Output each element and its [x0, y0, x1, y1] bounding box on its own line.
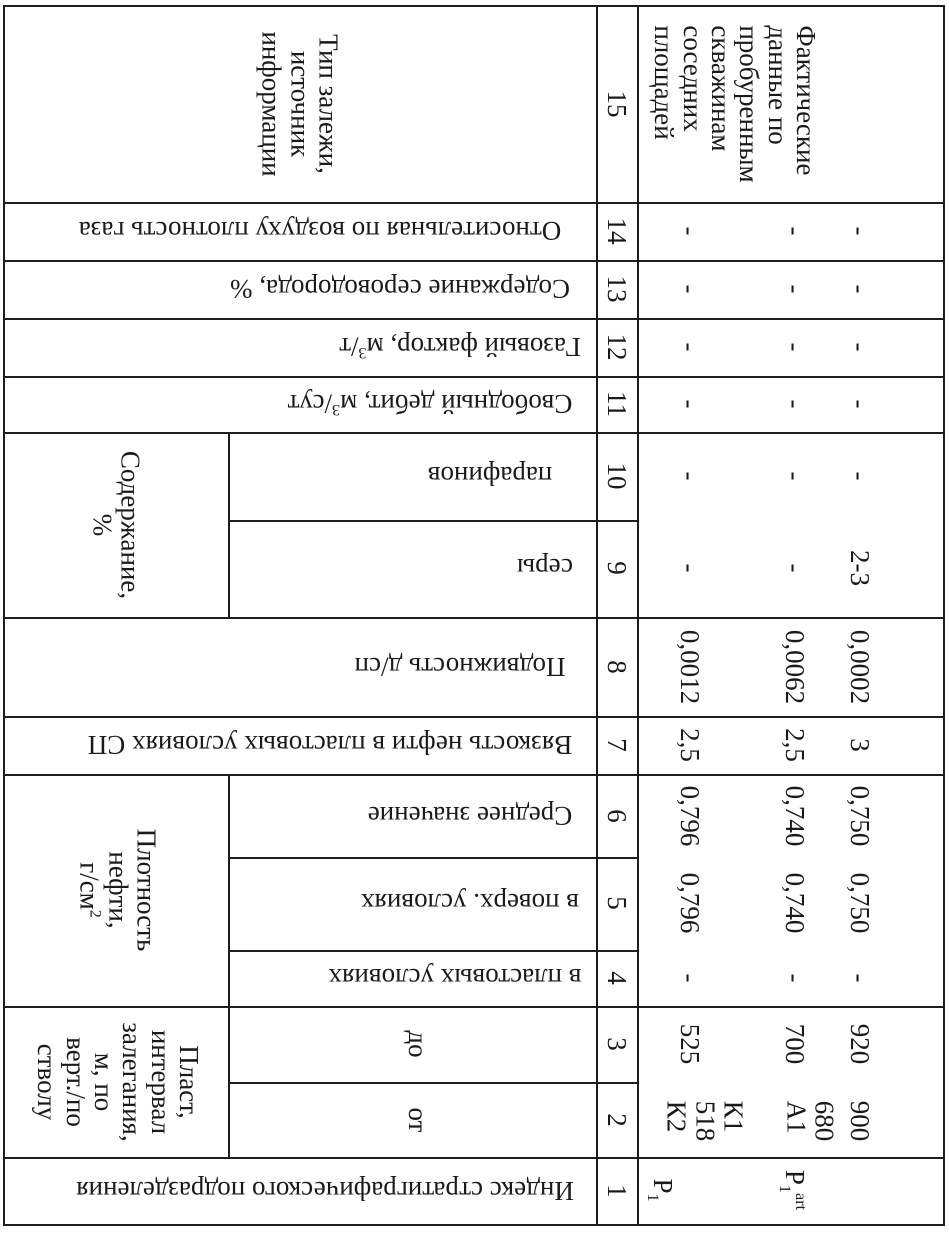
cell-rel-density: - — [675, 226, 706, 236]
header-paraffins: парафинов — [427, 461, 553, 492]
cell-density-surface: 0,740 — [780, 872, 811, 934]
source-line6: площадей — [649, 25, 680, 140]
sep-5-4 — [228, 950, 596, 952]
header-density-group — [75, 829, 160, 952]
cell-paraffins: - — [845, 471, 876, 481]
numstrip-left — [596, 5, 598, 1226]
col-number-13: 13 — [602, 275, 633, 303]
header-type-line1: Тип залежи, — [313, 34, 344, 174]
free-rate-sup: 3 — [332, 401, 341, 420]
cell-rel-density: - — [780, 226, 811, 236]
col-number-10: 10 — [602, 462, 633, 490]
cell-index — [643, 1178, 679, 1202]
header-to: до — [403, 1030, 434, 1058]
frame-top — [3, 5, 945, 7]
cell-free-rate: - — [780, 399, 811, 409]
free-rate-unit: /сут — [287, 389, 333, 420]
cell-h2s: - — [780, 284, 811, 294]
density-group-line1: Плотность — [131, 828, 162, 952]
sep-11-10 — [3, 432, 945, 434]
col-number-3: 3 — [602, 1037, 633, 1051]
header-density-mean: Среднее значение — [367, 801, 573, 832]
cell-gas-factor: - — [675, 342, 706, 352]
group-div-content — [228, 432, 230, 619]
layer-group-line5: верт./по — [60, 1037, 91, 1127]
sep-10-9 — [228, 520, 596, 522]
source-line2: данные по — [762, 25, 793, 145]
numstrip-right — [637, 5, 639, 1226]
cell-from-line3: К2 — [661, 1100, 692, 1133]
source-line4: скважинам — [706, 25, 736, 152]
cell-paraffins: - — [675, 471, 706, 481]
numcell-3-2 — [596, 1082, 638, 1084]
cell-paraffins: - — [780, 471, 811, 481]
cell-index-base: P — [780, 1169, 811, 1185]
cell-sulfur: 2-3 — [845, 550, 876, 586]
layer-group-line6: стволу — [32, 1043, 63, 1121]
cell-density-mean: 0,740 — [780, 785, 811, 847]
header-gas-factor — [339, 333, 581, 361]
cell-to: 700 — [780, 1023, 811, 1065]
header-mobility: Подвижность д/сп — [354, 652, 566, 683]
cell-index-base: P — [648, 1178, 679, 1194]
group-div-density — [228, 774, 230, 1008]
source-line1: Фактические — [791, 25, 822, 176]
cell-gas-factor: - — [845, 342, 876, 352]
header-type-line2: источник — [285, 50, 316, 158]
cell-density-surface: 0,750 — [845, 872, 876, 934]
content-group-line1: Содержание, — [115, 450, 146, 600]
cell-rel-density: - — [845, 226, 876, 236]
sep-15-14 — [3, 202, 945, 204]
numcell-5-4 — [596, 950, 638, 952]
density-group-line2: нефти, — [103, 851, 134, 929]
cell-density-surface: 0,796 — [675, 872, 706, 934]
header-free-rate — [288, 390, 573, 418]
cell-viscosity: 2,5 — [675, 728, 706, 762]
source-line5: соседних — [677, 25, 708, 132]
cell-to: 920 — [845, 1023, 876, 1065]
cell-from — [662, 1101, 747, 1142]
cell-mobility: 0,0062 — [780, 629, 811, 705]
cell-viscosity: 2,5 — [780, 728, 811, 762]
cell-mobility: 0,0012 — [675, 629, 706, 705]
numcell-10-9 — [596, 520, 638, 522]
cell-viscosity: 3 — [845, 738, 876, 752]
header-index: Индекс стратиграфического подразделения — [76, 1176, 574, 1207]
cell-gas-factor: - — [780, 342, 811, 352]
col-number-9: 9 — [602, 561, 633, 575]
cell-from — [846, 1101, 874, 1142]
content-group-line2: % — [87, 513, 117, 537]
cell-index-sub: 1 — [643, 1193, 662, 1202]
cell-density-mean: 0,750 — [845, 785, 876, 847]
numcell-6-5 — [596, 857, 638, 859]
cell-density-mean: 0,796 — [675, 785, 706, 847]
sep-6-5 — [228, 857, 596, 859]
sep-14-13 — [3, 260, 945, 262]
col-number-7: 7 — [602, 738, 633, 752]
frame-left — [3, 5, 5, 1226]
cell-free-rate: - — [845, 399, 876, 409]
cell-from-line2: 518 — [690, 1100, 721, 1142]
col-number-2: 2 — [602, 1113, 633, 1127]
layer-group-line1: Пласт, — [174, 1045, 205, 1119]
col-number-14: 14 — [602, 217, 633, 245]
sep-8-7 — [3, 716, 945, 718]
col-number-11: 11 — [602, 391, 633, 417]
cell-from-line1: К1 — [718, 1100, 749, 1133]
sep-12-11 — [3, 376, 945, 378]
col-number-1: 1 — [602, 1184, 633, 1198]
header-density-reservoir: в пластовых условиях — [328, 963, 582, 994]
sep-4-3 — [3, 1006, 945, 1008]
cell-density-reservoir: - — [675, 973, 706, 983]
col-number-8: 8 — [602, 660, 633, 674]
cell-density-reservoir: - — [780, 973, 811, 983]
gas-factor-base: Газовый фактор, м — [366, 332, 581, 363]
sep-3-2 — [228, 1082, 596, 1084]
frame-right — [943, 5, 945, 1226]
density-unit-sup: 2 — [86, 909, 105, 918]
source-info — [650, 25, 820, 182]
layer-group-line3: залегания, — [117, 1022, 148, 1142]
cell-sulfur: - — [675, 563, 706, 573]
cell-density-reservoir: - — [845, 973, 876, 983]
cell-index-sub: 1 — [775, 1184, 794, 1194]
header-from: от — [403, 1107, 434, 1133]
header-rel-density: Относительная по воздуху плотность газа — [78, 216, 562, 247]
layer-group-line2: интервал — [145, 1029, 176, 1135]
sep-2-1 — [3, 1157, 945, 1159]
gas-factor-sup: 3 — [358, 344, 367, 363]
cell-index-sup: art — [792, 1193, 811, 1211]
header-density-surface: в поверх. условиях — [360, 888, 580, 919]
layer-group-line4: м, по — [89, 1052, 119, 1112]
frame-bottom — [3, 1224, 945, 1226]
cell-to: 525 — [675, 1023, 706, 1065]
free-rate-base: Свободный дебит, м — [340, 389, 573, 420]
cell-from — [782, 1101, 839, 1142]
header-h2s: Содержание сероводорода, % — [230, 274, 570, 305]
cell-mobility: 0,0002 — [845, 629, 876, 705]
header-layer-group — [33, 1022, 203, 1141]
col-number-15: 15 — [602, 90, 633, 118]
header-type — [257, 31, 342, 176]
gas-factor-unit: /т — [339, 332, 359, 363]
cell-h2s: - — [845, 284, 876, 294]
cell-free-rate: - — [675, 399, 706, 409]
density-unit: г/см — [74, 862, 105, 910]
header-content-group — [88, 451, 145, 599]
cell-sulfur: - — [780, 563, 811, 573]
cell-index — [775, 1169, 811, 1211]
sep-13-12 — [3, 318, 945, 320]
cell-from-line1: 900 — [845, 1100, 876, 1142]
cell-from-line2: А1 — [781, 1100, 811, 1134]
header-viscosity: Вязкость нефти в пластовых условиях СП — [87, 730, 573, 761]
group-div-layer — [228, 1006, 230, 1159]
density-group-line3 — [75, 829, 103, 952]
col-number-6: 6 — [602, 809, 633, 823]
sep-7-6 — [3, 774, 945, 776]
col-number-4: 4 — [602, 971, 633, 985]
header-sulfur: серы — [517, 553, 573, 584]
col-number-5: 5 — [602, 896, 633, 910]
col-number-12: 12 — [602, 333, 633, 361]
cell-from-line1: 680 — [809, 1100, 840, 1142]
cell-h2s: - — [675, 284, 706, 294]
source-line3: пробуренным — [734, 25, 765, 183]
header-type-line3: информации — [256, 31, 287, 177]
sep-9-8 — [3, 617, 945, 619]
